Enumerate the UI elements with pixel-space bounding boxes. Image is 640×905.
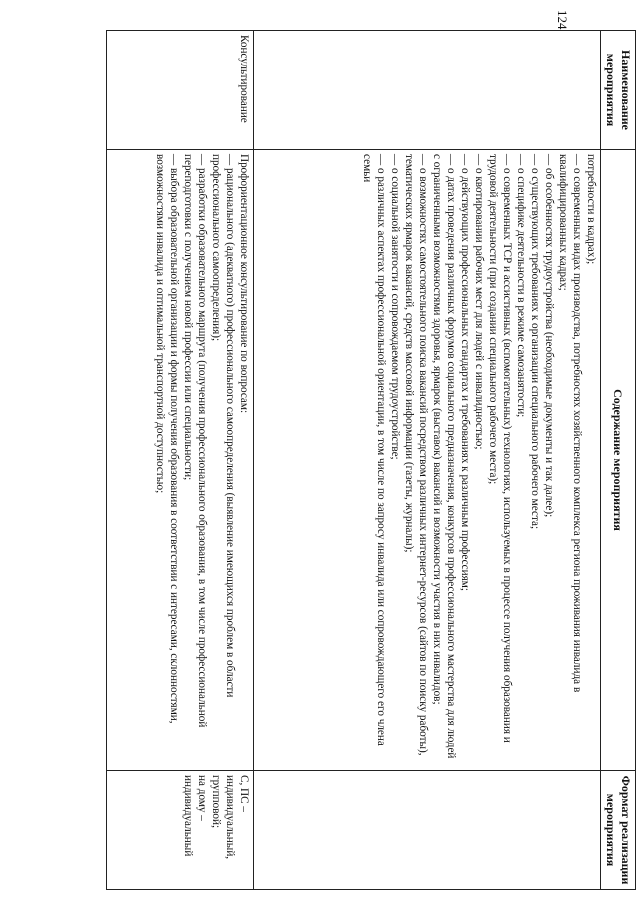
content-item: — о квотировании рабочих мест для людей с инвалидностью; [473,154,485,450]
content-item: потребности в кадрах); [585,154,597,265]
row-format [254,771,601,890]
content-item: — о специфике деятельности в режиме самозанятости; [515,154,527,418]
header-content: Содержание мероприятия [601,150,636,771]
table-row [254,31,601,890]
format-line: С, ПС – [238,775,251,812]
content-item: Профориентационное консультирование по вопросам: [238,154,251,414]
format-line: на дому – [196,775,209,821]
page-number: 124 [555,10,570,30]
table-header-row [601,31,636,890]
row-content [254,150,601,771]
header-name: Наименование мероприятия [601,31,636,150]
content-item: — о возможностях самостоятельного поиска вакансий посредством различных интернет-ресурсов (сайтов по поиску работы), тематических ярмарок вакансий, средств массовой информации (газеты, журналы); [403,154,429,756]
events-table [106,30,636,890]
row-format [107,771,254,890]
content-item: — о современных видах производства, потребностях хозяйственного комплекса региона проживания инвалида в квалифицированных кадрах; [557,154,583,693]
content-item: — о существующих требованиях к организации специального рабочего места; [529,154,541,530]
row-name: Консультирование [107,31,254,150]
table-row [107,31,254,890]
content-item: — выбора образовательной организации и формы получения образования в соответствии с интересами, склонностями, возможностями инвалида и оптимальной транспортной доступностью; [154,154,181,724]
content-item: — рационального (адекватного) профессионального самоопределения (выявление имеющихся проблем в области профессионального самоопределения); [210,154,237,698]
format-line: групповой; [210,775,223,829]
row-content [107,150,254,771]
content-item: — о действующих профессиональных стандартах и требованиях к различным профессиям; [459,154,471,591]
content-item: — об особенностях трудоустройства (необходимые документы и так далее); [543,154,555,518]
header-format: Формат реализации мероприятия [601,771,636,890]
rotated-page [106,30,636,890]
table-body [107,31,601,890]
format-line: индивидуальный, [224,775,237,860]
content-item: — о различных аспектах профессиональной ориентации, в том числе по запросу инвалида или сопровождающего его члена семьи [361,154,387,746]
content-item: — о современных ТСР и ассистивных (вспомогательных) технологиях, используемых в процессе получения образования и трудовой деятельности (при создании специального рабочего места); [487,154,513,743]
content-item: — о датах проведения различных форумов социального предназначения, конкурсов профессионального мастерства для людей с ограниченными возможностями здоровья, ярмарок (выставок) вакансий и возможности участия в них инвалидов; [431,154,457,759]
content-item: — о социальной занятости и сопровождаемом трудоустройстве; [389,154,401,460]
format-line: индивидуальный [182,775,195,857]
content-item: — разработки образовательного маршрута (получения профессионального образования, в том числе профессиональной переподготовки с получением новой профессии или специальности; [182,154,209,728]
row-name [254,31,601,150]
